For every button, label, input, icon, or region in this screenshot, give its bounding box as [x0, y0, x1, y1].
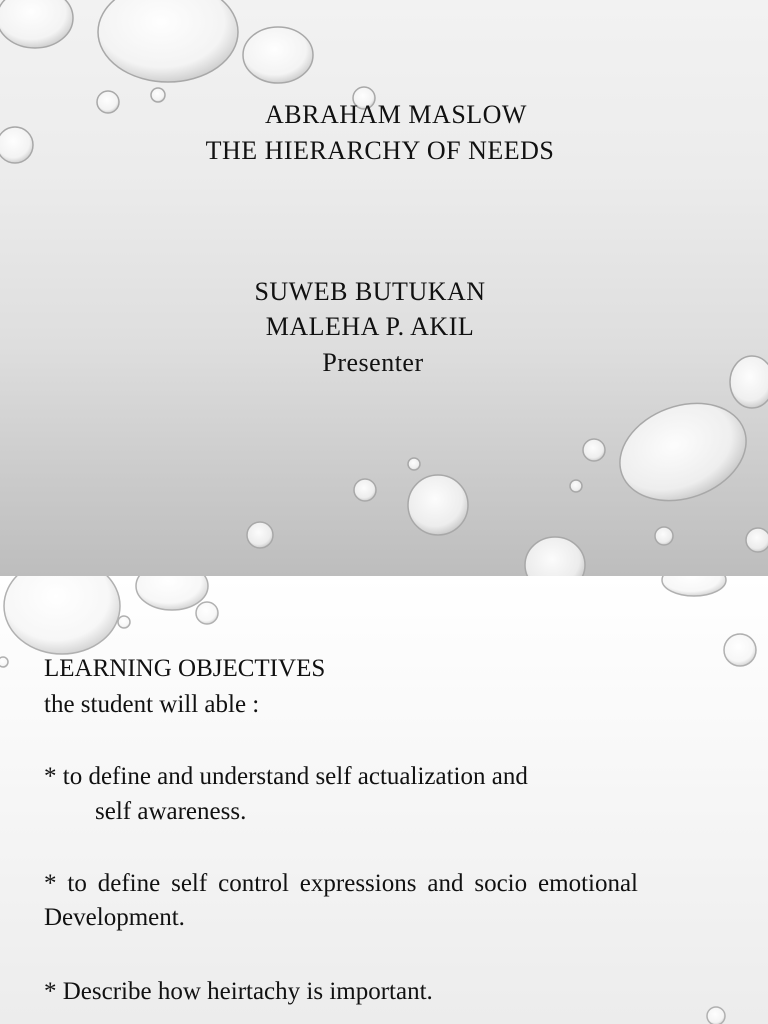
objective-1-line1: * to define and understand self actualization and: [44, 763, 528, 790]
presenter-name-2: MALEHA P. AKIL: [265, 312, 475, 341]
slide-title-line1: ABRAHAM MASLOW: [265, 100, 527, 129]
water-drop: [408, 458, 420, 470]
water-drop: [0, 657, 8, 667]
water-drop: [606, 387, 760, 518]
water-drop: [525, 537, 585, 576]
water-drop: [570, 480, 582, 492]
water-drop: [583, 439, 605, 461]
objective-1-line2: self awareness.: [95, 798, 247, 825]
water-drop: [0, 0, 73, 48]
objectives-slide: [0, 576, 768, 1024]
objective-item-3: * Describe how heirtachy is important.: [44, 978, 433, 1005]
water-drop: [247, 522, 273, 548]
water-drop: [243, 27, 313, 83]
objective-item-2: * to define self control expressions and socio emotional Development.: [44, 870, 638, 931]
slide-title-line2: THE HIERARCHY OF NEEDS: [205, 136, 555, 165]
objectives-subheading: the student will able :: [44, 691, 260, 718]
presenter-role: Presenter: [322, 348, 424, 377]
water-drop: [408, 475, 468, 535]
water-drop: [354, 479, 376, 501]
water-drop: [118, 616, 130, 628]
water-drop: [98, 0, 238, 82]
water-drop: [136, 576, 208, 610]
water-drop: [746, 528, 768, 552]
objectives-heading: LEARNING OBJECTIVES: [44, 655, 326, 682]
water-drop: [196, 602, 218, 624]
water-drop: [707, 1007, 725, 1024]
water-drop: [655, 527, 673, 545]
water-drop: [4, 576, 120, 654]
water-drop: [662, 576, 726, 596]
presenter-name-1: SUWEB BUTUKAN: [254, 277, 486, 306]
water-drop: [724, 634, 756, 666]
